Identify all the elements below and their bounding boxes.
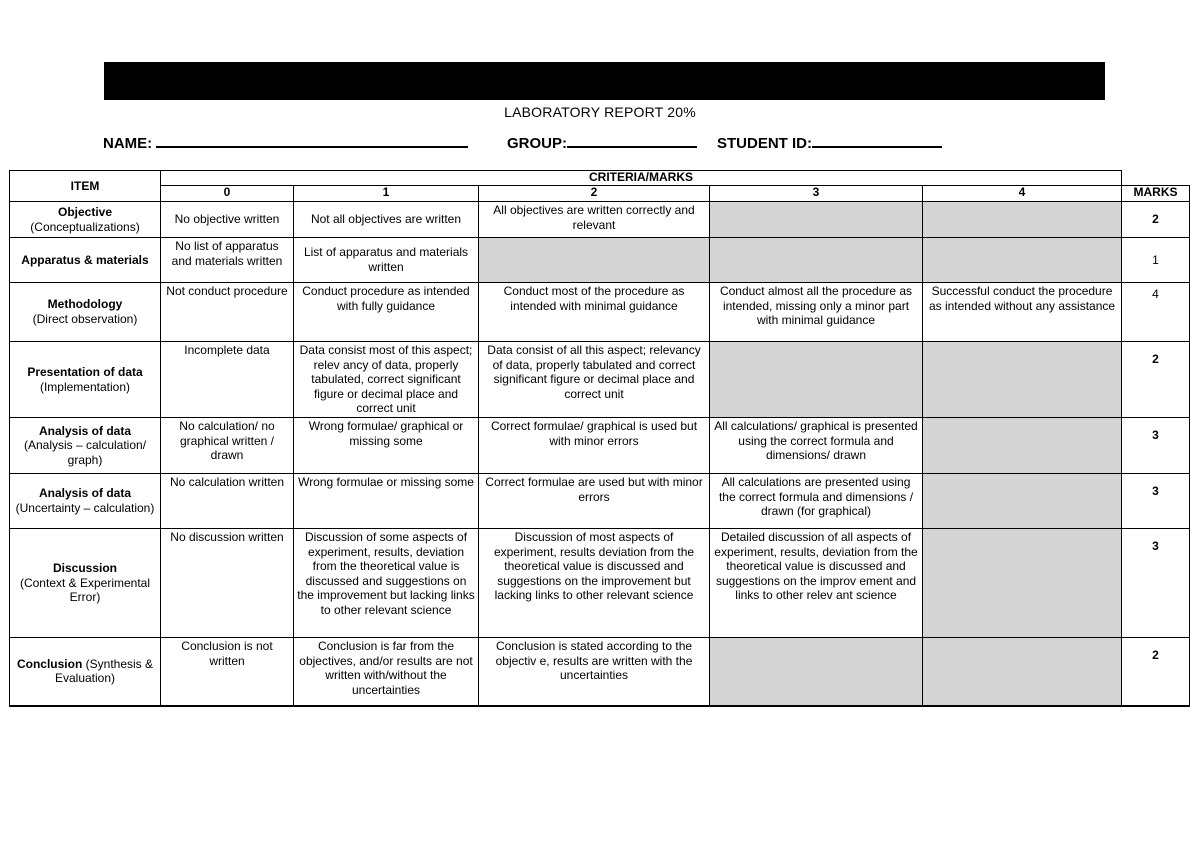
level-header: 0 — [161, 186, 294, 202]
criteria-cell: Incomplete data — [161, 342, 294, 418]
criteria-cell: No calculation/ no graphical written / drawn — [161, 418, 294, 474]
student-id-label: STUDENT ID: — [717, 135, 812, 152]
criteria-cell: Conduct almost all the procedure as intended, missing only a minor part with minimal guidance — [710, 283, 923, 342]
name-label: NAME: — [103, 135, 153, 152]
shaded-cell — [923, 238, 1122, 283]
shaded-cell — [923, 202, 1122, 238]
shaded-cell — [923, 418, 1122, 474]
item-cell: Methodology (Direct observation) — [10, 283, 161, 342]
item-cell: Analysis of data (Analysis – calculation/ graph) — [10, 418, 161, 474]
item-cell: Presentation of data (Implementation) — [10, 342, 161, 418]
shaded-cell — [710, 238, 923, 283]
shaded-cell — [710, 342, 923, 418]
criteria-cell: Wrong formulae/ graphical or missing some — [294, 418, 479, 474]
table-row — [10, 342, 1190, 418]
criteria-cell: Wrong formulae or missing some — [294, 474, 479, 529]
criteria-cell: Conduct most of the procedure as intended with minimal guidance — [479, 283, 710, 342]
table-row — [10, 283, 1190, 342]
level-header: 1 — [294, 186, 479, 202]
mark-cell: 3 — [1122, 529, 1190, 638]
report-title: LABORATORY REPORT 20% — [504, 104, 696, 120]
shaded-cell — [923, 342, 1122, 418]
name-blank[interactable] — [156, 134, 468, 148]
mark-cell: 2 — [1122, 638, 1190, 706]
table-row — [10, 238, 1190, 283]
group-field — [507, 134, 697, 152]
marks-header-top — [1122, 171, 1190, 186]
group-blank[interactable] — [567, 134, 697, 148]
criteria-cell: Data consist most of this aspect; relev ancy of data, properly tabulated, correct significant figure or decimal place and correct unit — [294, 342, 479, 418]
student-id-blank[interactable] — [812, 134, 942, 148]
criteria-cell: No list of apparatus and materials written — [161, 238, 294, 283]
shaded-cell — [923, 474, 1122, 529]
criteria-cell: All calculations are presented using the correct formula and dimensions / drawn (for graphical) — [710, 474, 923, 529]
criteria-cell: Successful conduct the procedure as intended without any assistance — [923, 283, 1122, 342]
marks-header: MARKS — [1122, 186, 1190, 202]
mark-cell: 1 — [1122, 238, 1190, 283]
criteria-cell: No discussion written — [161, 529, 294, 638]
criteria-cell: Discussion of most aspects of experiment, results deviation from the theoretical value is discussed and suggestions on the improvement but lacking links to other relevant science — [479, 529, 710, 638]
criteria-cell: Data consist of all this aspect; relevancy of data, properly tabulated and correct significant figure or decimal place and correct unit — [479, 342, 710, 418]
criteria-cell: Correct formulae are used but with minor errors — [479, 474, 710, 529]
rubric-table — [9, 170, 1190, 707]
table-row — [10, 202, 1190, 238]
table-row — [10, 418, 1190, 474]
criteria-cell: Conclusion is not written — [161, 638, 294, 706]
criteria-cell: Correct formulae/ graphical is used but with minor errors — [479, 418, 710, 474]
criteria-header: CRITERIA/MARKS — [161, 171, 1122, 186]
criteria-cell: Conclusion is far from the objectives, and/or results are not written with/without the uncertainties — [294, 638, 479, 706]
mark-cell: 2 — [1122, 202, 1190, 238]
shaded-cell — [923, 529, 1122, 638]
criteria-cell: All calculations/ graphical is presented using the correct formula and dimensions/ drawn — [710, 418, 923, 474]
table-row — [10, 474, 1190, 529]
criteria-cell: Discussion of some aspects of experiment, results, deviation from the theoretical value is discussed and suggestions on the improvement but lacking links to other relevant science — [294, 529, 479, 638]
criteria-cell: Detailed discussion of all aspects of experiment, results, deviation from the theoretical value is discussed and suggestions on the improv ement and links to other relev ant science — [710, 529, 923, 638]
shaded-cell — [710, 638, 923, 706]
group-label: GROUP: — [507, 135, 567, 152]
criteria-cell: No objective written — [161, 202, 294, 238]
criteria-cell: Not conduct procedure — [161, 283, 294, 342]
level-header: 3 — [710, 186, 923, 202]
item-cell: Conclusion (Synthesis & Evaluation) — [10, 638, 161, 706]
criteria-cell: Not all objectives are written — [294, 202, 479, 238]
level-header: 4 — [923, 186, 1122, 202]
item-cell: Analysis of data (Uncertainty – calculation) — [10, 474, 161, 529]
item-cell: Apparatus & materials — [10, 238, 161, 283]
criteria-cell: List of apparatus and materials written — [294, 238, 479, 283]
criteria-cell: All objectives are written correctly and relevant — [479, 202, 710, 238]
criteria-cell: No calculation written — [161, 474, 294, 529]
shaded-cell — [479, 238, 710, 283]
mark-cell: 3 — [1122, 474, 1190, 529]
mark-cell: 2 — [1122, 342, 1190, 418]
table-row — [10, 638, 1190, 706]
shaded-cell — [923, 638, 1122, 706]
student-id-field — [717, 134, 942, 152]
criteria-cell: Conduct procedure as intended with fully guidance — [294, 283, 479, 342]
criteria-cell: Conclusion is stated according to the objectiv e, results are written with the uncertainties — [479, 638, 710, 706]
item-cell: Objective (Conceptualizations) — [10, 202, 161, 238]
mark-cell: 4 — [1122, 283, 1190, 342]
item-cell: Discussion (Context & Experimental Error) — [10, 529, 161, 638]
mark-cell: 3 — [1122, 418, 1190, 474]
table-row — [10, 529, 1190, 638]
shaded-cell — [710, 202, 923, 238]
level-header: 2 — [479, 186, 710, 202]
name-field — [103, 134, 468, 152]
item-header: ITEM — [10, 171, 161, 202]
header-bar — [104, 62, 1105, 100]
